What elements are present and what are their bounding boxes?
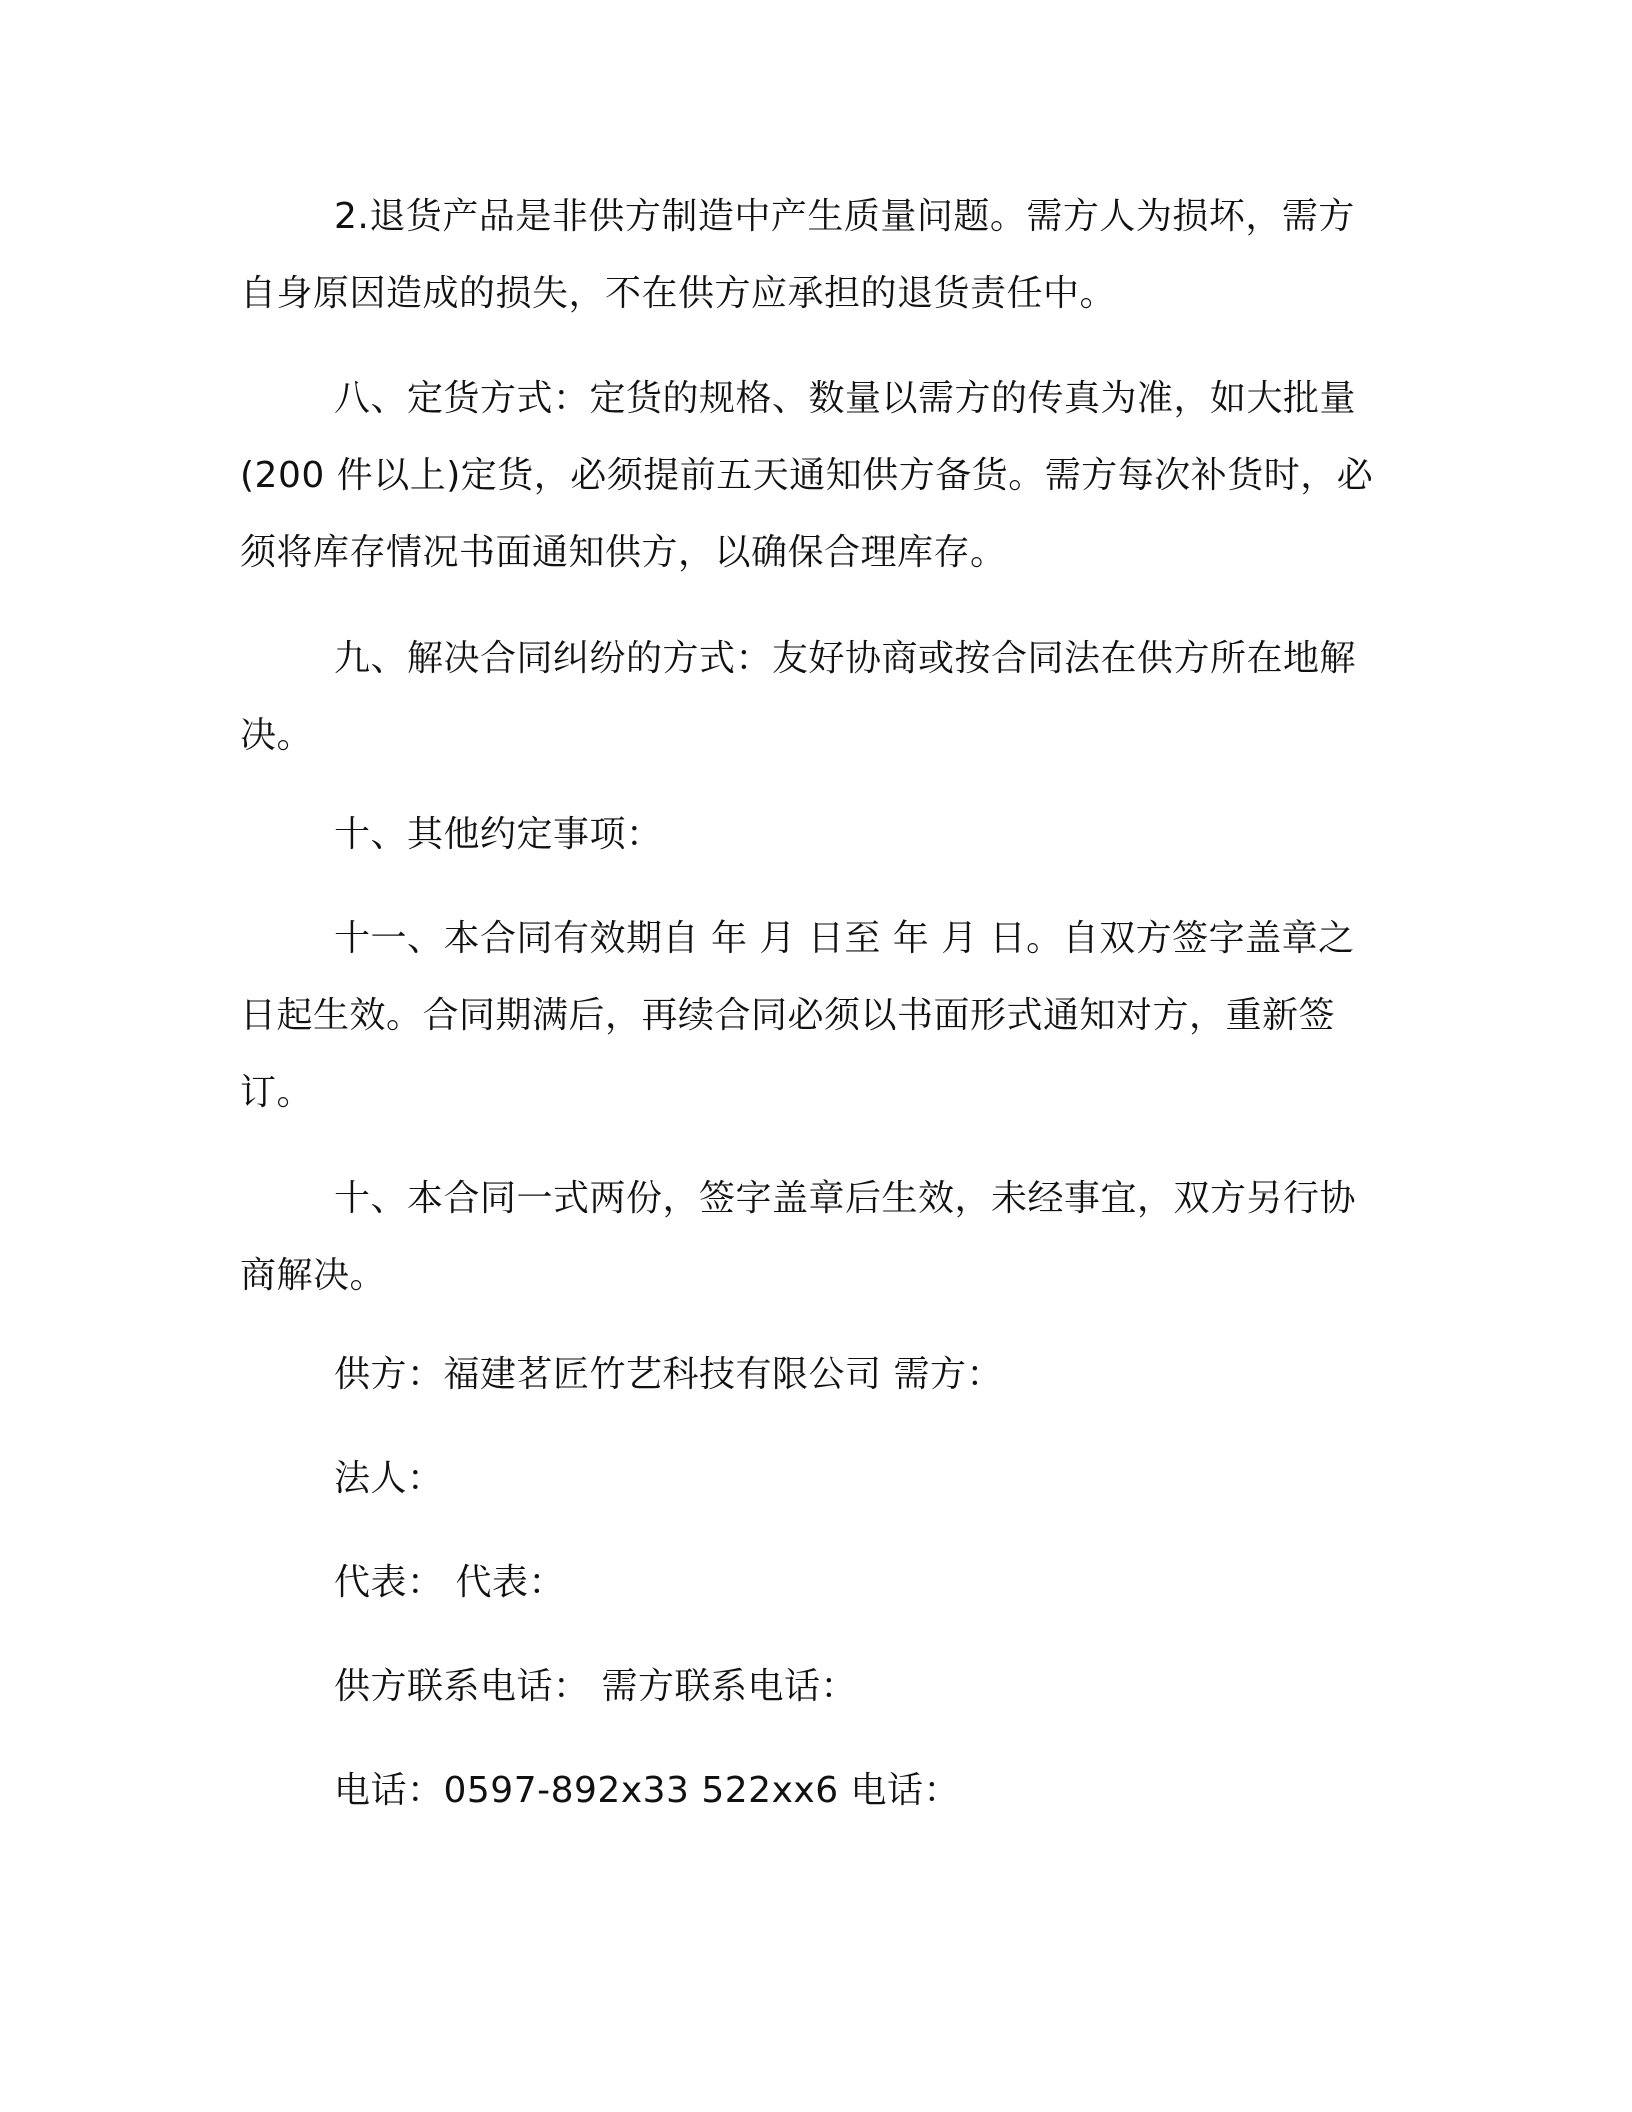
paragraph-ordering-method: 八、定货方式：定货的规格、数量以需方的传真为准，如大批量(200 件以上)定货，必须提前五天通知供方备货。需方每次补货时，必须将库存情况书面通知供方，以确保合理库存。 — [240, 378, 1374, 573]
representative-line: 代表： 代表： — [334, 1562, 565, 1603]
paragraph-copies: 十、本合同一式两份，签字盖章后生效，未经事宜，双方另行协商解决。 — [240, 1178, 1357, 1296]
paragraph-validity-period: 十一、本合同有效期自 年 月 日至 年 月 日。自双方签字盖章之日起生效。合同期满后，再续合同必须以书面形式通知对方，重新签订。 — [240, 918, 1355, 1113]
paragraph-dispute-resolution: 九、解决合同纠纷的方式：友好协商或按合同法在供方所在地解决。 — [240, 638, 1357, 756]
legal-person-line: 法人： — [334, 1458, 444, 1499]
paragraph-other-matters: 十、其他约定事项： — [334, 814, 663, 855]
contact-phone-line: 供方联系电话： 需方联系电话： — [334, 1666, 857, 1707]
phone-line: 电话：0597-892x33 522xx6 电话： — [334, 1770, 961, 1811]
paragraph-return-liability: 2.退货产品是非供方制造中产生质量问题。需方人为损坏，需方自身原因造成的损失，不在供方应承担的退货责任中。 — [240, 196, 1355, 314]
supplier-buyer-line: 供方：福建茗匠竹艺科技有限公司 需方： — [334, 1354, 1003, 1395]
